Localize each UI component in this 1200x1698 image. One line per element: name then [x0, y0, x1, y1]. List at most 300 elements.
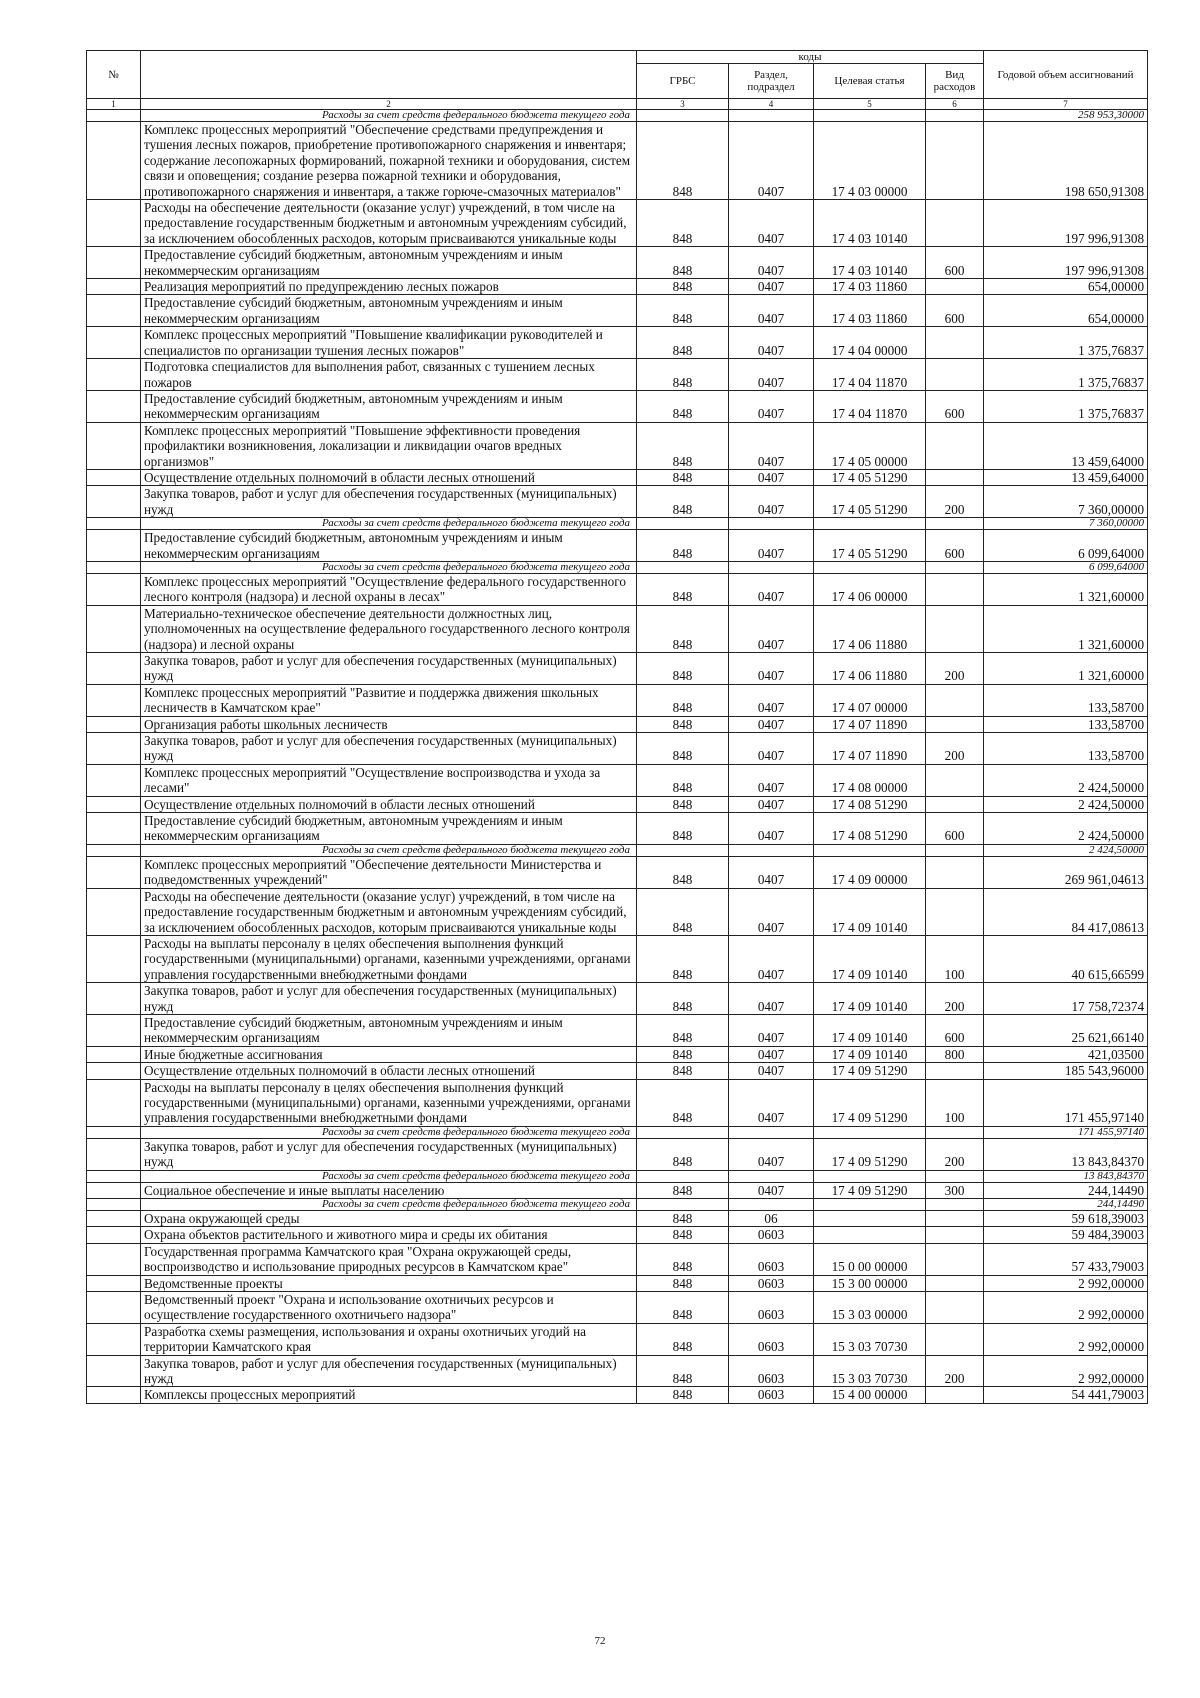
no-cell [87, 1292, 141, 1324]
amount-cell: 244,14490 [984, 1199, 1148, 1211]
table-row [87, 935, 1148, 982]
row-name: Расходы за счет средств федерального бюджета текущего года [141, 1126, 637, 1138]
federal-funds-row [87, 1170, 1148, 1182]
expense-type-cell [926, 764, 984, 796]
table-row [87, 422, 1148, 469]
expense-type-cell [926, 518, 984, 530]
expense-type-cell: 200 [926, 1355, 984, 1387]
section-cell: 0407 [729, 764, 814, 796]
grbs-cell [637, 110, 729, 122]
no-cell [87, 844, 141, 856]
section-cell: 0407 [729, 605, 814, 652]
table-row [87, 983, 1148, 1015]
amount-cell: 654,00000 [984, 279, 1148, 295]
no-cell [87, 1138, 141, 1170]
amount-cell: 54 441,79003 [984, 1387, 1148, 1403]
table-row [87, 295, 1148, 327]
table-row [87, 1292, 1148, 1324]
row-name: Комплекс процессных мероприятий "Осуществление федерального государственного лесного контроля (надзора) и лесной охраны в лесах" [141, 573, 637, 605]
expense-type-cell [926, 122, 984, 200]
row-name: Предоставление субсидий бюджетным, автономным учреждениям и иным некоммерческим организациям [141, 295, 637, 327]
no-cell [87, 359, 141, 391]
table-row [87, 1211, 1148, 1227]
target-cell: 15 3 03 70730 [814, 1355, 926, 1387]
row-name: Материально-техническое обеспечение деятельности должностных лиц, уполномоченных на осуществление федерального государственного лесного контроля (надзора) и лесной охраны [141, 605, 637, 652]
amount-cell: 1 321,60000 [984, 573, 1148, 605]
expense-type-cell [926, 1063, 984, 1079]
no-cell [87, 888, 141, 935]
section-cell [729, 1170, 814, 1182]
header-name [141, 51, 637, 99]
federal-funds-row [87, 1126, 1148, 1138]
amount-cell: 185 543,96000 [984, 1063, 1148, 1079]
amount-cell: 2 992,00000 [984, 1292, 1148, 1324]
target-cell: 17 4 03 11860 [814, 295, 926, 327]
expense-type-cell [926, 200, 984, 247]
expense-type-cell [926, 469, 984, 485]
amount-cell: 6 099,64000 [984, 561, 1148, 573]
row-name: Комплекс процессных мероприятий "Обеспечение деятельности Министерства и подведомственных учреждений" [141, 856, 637, 888]
expense-type-cell [926, 573, 984, 605]
page-number: 72 [594, 1635, 606, 1647]
amount-cell: 25 621,66140 [984, 1014, 1148, 1046]
section-cell [729, 1199, 814, 1211]
column-number: 2 [141, 99, 637, 110]
amount-cell: 17 758,72374 [984, 983, 1148, 1015]
budget-table [86, 50, 1148, 1404]
section-cell: 0407 [729, 684, 814, 716]
no-cell [87, 796, 141, 812]
grbs-cell: 848 [637, 295, 729, 327]
header-codes: коды [637, 51, 984, 64]
expense-type-cell [926, 327, 984, 359]
section-cell: 0407 [729, 390, 814, 422]
amount-cell: 84 417,08613 [984, 888, 1148, 935]
no-cell [87, 247, 141, 279]
target-cell [814, 110, 926, 122]
row-name: Комплекс процессных мероприятий "Осуществление воспроизводства и ухода за лесами" [141, 764, 637, 796]
target-cell: 17 4 09 51290 [814, 1063, 926, 1079]
row-name: Расходы на обеспечение деятельности (оказание услуг) учреждений, в том числе на предоставление государственным бюджетным и автономным учреждениям субсидий, за исключением обособленных расходов, которым присваиваются уникальные коды [141, 200, 637, 247]
row-name: Закупка товаров, работ и услуг для обеспечения государственных (муниципальных) нужд [141, 733, 637, 765]
header-section: Раздел, подраздел [729, 64, 814, 99]
target-cell [814, 1199, 926, 1211]
federal-funds-row [87, 561, 1148, 573]
table-row [87, 1014, 1148, 1046]
amount-cell: 133,58700 [984, 716, 1148, 732]
section-cell: 06 [729, 1211, 814, 1227]
table-row [87, 1323, 1148, 1355]
row-name: Расходы за счет средств федерального бюджета текущего года [141, 518, 637, 530]
expense-type-cell: 600 [926, 1014, 984, 1046]
amount-cell: 7 360,00000 [984, 518, 1148, 530]
federal-funds-row [87, 844, 1148, 856]
no-cell [87, 530, 141, 562]
table-row [87, 359, 1148, 391]
column-number: 3 [637, 99, 729, 110]
amount-cell: 133,58700 [984, 684, 1148, 716]
grbs-cell: 848 [637, 573, 729, 605]
row-name: Комплекс процессных мероприятий "Повышение квалификации руководителей и специалистов по организации тушения лесных пожаров" [141, 327, 637, 359]
expense-type-cell: 200 [926, 983, 984, 1015]
row-name: Комплексы процессных мероприятий [141, 1387, 637, 1403]
section-cell: 0407 [729, 1182, 814, 1198]
grbs-cell: 848 [637, 1211, 729, 1227]
column-number: 6 [926, 99, 984, 110]
table-row [87, 573, 1148, 605]
target-cell: 17 4 04 11870 [814, 390, 926, 422]
expense-type-cell: 800 [926, 1046, 984, 1062]
grbs-cell: 848 [637, 1182, 729, 1198]
target-cell: 15 3 03 70730 [814, 1323, 926, 1355]
target-cell: 15 0 00 00000 [814, 1243, 926, 1275]
target-cell: 17 4 09 10140 [814, 888, 926, 935]
target-cell: 17 4 09 10140 [814, 1014, 926, 1046]
row-name: Расходы за счет средств федерального бюджета текущего года [141, 1199, 637, 1211]
table-row [87, 1182, 1148, 1198]
no-cell [87, 764, 141, 796]
grbs-cell: 848 [637, 1138, 729, 1170]
section-cell [729, 110, 814, 122]
row-name: Комплекс процессных мероприятий "Обеспечение средствами предупреждения и тушения лесных пожаров, приобретение противопожарного снаряжения и инвентаря; содержание лесопожарных формирований, пожарной техники и оборудования, систем связи и оповещения; создание резерва пожарной техники и оборудования, противопожарного снаряжения и инвентаря, а также горюче-смазочных материалов" [141, 122, 637, 200]
grbs-cell: 848 [637, 1355, 729, 1387]
amount-cell: 1 375,76837 [984, 390, 1148, 422]
section-cell: 0603 [729, 1387, 814, 1403]
expense-type-cell [926, 684, 984, 716]
section-cell: 0407 [729, 983, 814, 1015]
expense-type-cell [926, 796, 984, 812]
table-row [87, 764, 1148, 796]
target-cell [814, 1211, 926, 1227]
target-cell: 15 4 00 00000 [814, 1387, 926, 1403]
target-cell [814, 844, 926, 856]
target-cell: 17 4 04 11870 [814, 359, 926, 391]
row-name: Предоставление субсидий бюджетным, автономным учреждениям и иным некоммерческим организациям [141, 390, 637, 422]
no-cell [87, 279, 141, 295]
grbs-cell: 848 [637, 200, 729, 247]
amount-cell: 197 996,91308 [984, 200, 1148, 247]
row-name: Комплекс процессных мероприятий "Развитие и поддержка движения школьных лесничеств в Камчатском крае" [141, 684, 637, 716]
no-cell [87, 561, 141, 573]
no-cell [87, 327, 141, 359]
amount-cell: 57 433,79003 [984, 1243, 1148, 1275]
expense-type-cell [926, 716, 984, 732]
row-name: Расходы за счет средств федерального бюджета текущего года [141, 110, 637, 122]
row-name: Государственная программа Камчатского края "Охрана окружающей среды, воспроизводство и использование природных ресурсов в Камчатском крае" [141, 1243, 637, 1275]
section-cell: 0407 [729, 247, 814, 279]
amount-cell: 59 484,39003 [984, 1227, 1148, 1243]
header-grbs: ГРБС [637, 64, 729, 99]
grbs-cell [637, 1199, 729, 1211]
no-cell [87, 1182, 141, 1198]
target-cell: 17 4 09 10140 [814, 983, 926, 1015]
section-cell: 0603 [729, 1227, 814, 1243]
grbs-cell: 848 [637, 605, 729, 652]
no-cell [87, 1211, 141, 1227]
amount-cell: 198 650,91308 [984, 122, 1148, 200]
no-cell [87, 1126, 141, 1138]
row-name: Иные бюджетные ассигнования [141, 1046, 637, 1062]
no-cell [87, 295, 141, 327]
no-cell [87, 1079, 141, 1126]
row-name: Расходы за счет средств федерального бюджета текущего года [141, 561, 637, 573]
table-row [87, 122, 1148, 200]
section-cell: 0407 [729, 856, 814, 888]
expense-type-cell: 100 [926, 935, 984, 982]
expense-type-cell [926, 1126, 984, 1138]
expense-type-cell [926, 1275, 984, 1291]
section-cell: 0407 [729, 888, 814, 935]
row-name: Ведомственный проект "Охрана и использование охотничьих ресурсов и осуществление государственного охотничьего надзора" [141, 1292, 637, 1324]
amount-cell: 13 843,84370 [984, 1138, 1148, 1170]
expense-type-cell [926, 605, 984, 652]
column-number: 4 [729, 99, 814, 110]
grbs-cell: 848 [637, 1387, 729, 1403]
section-cell: 0407 [729, 733, 814, 765]
row-name: Осуществление отдельных полномочий в области лесных отношений [141, 796, 637, 812]
target-cell: 17 4 05 00000 [814, 422, 926, 469]
row-name: Расходы на обеспечение деятельности (оказание услуг) учреждений, в том числе на предоставление государственным бюджетным и автономным учреждениям субсидий, за исключением обособленных расходов, которым присваиваются уникальные коды [141, 888, 637, 935]
grbs-cell: 848 [637, 935, 729, 982]
target-cell: 17 4 09 10140 [814, 935, 926, 982]
amount-cell: 13 459,64000 [984, 422, 1148, 469]
expense-type-cell: 100 [926, 1079, 984, 1126]
section-cell: 0407 [729, 1063, 814, 1079]
no-cell [87, 1323, 141, 1355]
target-cell: 17 4 08 51290 [814, 813, 926, 845]
target-cell: 17 4 07 11890 [814, 716, 926, 732]
row-name: Осуществление отдельных полномочий в области лесных отношений [141, 469, 637, 485]
grbs-cell: 848 [637, 1046, 729, 1062]
grbs-cell: 848 [637, 247, 729, 279]
section-cell: 0407 [729, 1079, 814, 1126]
amount-cell: 2 424,50000 [984, 796, 1148, 812]
no-cell [87, 1243, 141, 1275]
grbs-cell [637, 1126, 729, 1138]
section-cell: 0407 [729, 422, 814, 469]
section-cell [729, 844, 814, 856]
table-row [87, 1355, 1148, 1387]
amount-cell: 2 992,00000 [984, 1275, 1148, 1291]
no-cell [87, 122, 141, 200]
target-cell: 15 3 00 00000 [814, 1275, 926, 1291]
expense-type-cell [926, 1199, 984, 1211]
amount-cell: 1 321,60000 [984, 605, 1148, 652]
table-row [87, 605, 1148, 652]
grbs-cell [637, 561, 729, 573]
row-name: Реализация мероприятий по предупреждению лесных пожаров [141, 279, 637, 295]
expense-type-cell [926, 888, 984, 935]
grbs-cell: 848 [637, 983, 729, 1015]
table-row [87, 888, 1148, 935]
grbs-cell: 848 [637, 733, 729, 765]
section-cell: 0407 [729, 813, 814, 845]
amount-cell: 2 424,50000 [984, 764, 1148, 796]
expense-type-cell [926, 844, 984, 856]
amount-cell: 421,03500 [984, 1046, 1148, 1062]
row-name: Ведомственные проекты [141, 1275, 637, 1291]
section-cell: 0603 [729, 1292, 814, 1324]
amount-cell: 2 424,50000 [984, 813, 1148, 845]
no-cell [87, 1170, 141, 1182]
amount-cell: 13 459,64000 [984, 469, 1148, 485]
table-row [87, 279, 1148, 295]
table-row [87, 684, 1148, 716]
grbs-cell: 848 [637, 327, 729, 359]
table-row [87, 1387, 1148, 1403]
no-cell [87, 518, 141, 530]
grbs-cell: 848 [637, 122, 729, 200]
amount-cell: 2 992,00000 [984, 1323, 1148, 1355]
target-cell: 17 4 06 11880 [814, 605, 926, 652]
target-cell [814, 561, 926, 573]
no-cell [87, 684, 141, 716]
table-row [87, 653, 1148, 685]
row-name: Комплекс процессных мероприятий "Повышение эффективности проведения профилактики возникновения, локализации и ликвидации очагов вредных организмов" [141, 422, 637, 469]
section-cell: 0603 [729, 1275, 814, 1291]
expense-type-cell [926, 1323, 984, 1355]
table-row [87, 716, 1148, 732]
target-cell: 17 4 03 10140 [814, 247, 926, 279]
target-cell: 17 4 09 51290 [814, 1182, 926, 1198]
grbs-cell: 848 [637, 1063, 729, 1079]
row-name: Предоставление субсидий бюджетным, автономным учреждениям и иным некоммерческим организациям [141, 247, 637, 279]
table-row [87, 1063, 1148, 1079]
row-name: Организация работы школьных лесничеств [141, 716, 637, 732]
no-cell [87, 605, 141, 652]
header-amount: Годовой объем ассигнований [984, 51, 1148, 99]
grbs-cell [637, 1170, 729, 1182]
grbs-cell: 848 [637, 716, 729, 732]
row-name: Осуществление отдельных полномочий в области лесных отношений [141, 1063, 637, 1079]
header-target: Целевая статья [814, 64, 926, 99]
no-cell [87, 983, 141, 1015]
grbs-cell: 848 [637, 1227, 729, 1243]
federal-funds-row [87, 110, 1148, 122]
amount-cell: 258 953,30000 [984, 110, 1148, 122]
target-cell: 17 4 09 10140 [814, 1046, 926, 1062]
section-cell: 0407 [729, 486, 814, 518]
no-cell [87, 1199, 141, 1211]
expense-type-cell [926, 856, 984, 888]
no-cell [87, 1387, 141, 1403]
federal-funds-row [87, 1199, 1148, 1211]
target-cell: 17 4 07 11890 [814, 733, 926, 765]
table-row [87, 327, 1148, 359]
row-name: Подготовка специалистов для выполнения работ, связанных с тушением лесных пожаров [141, 359, 637, 391]
expense-type-cell: 200 [926, 486, 984, 518]
no-cell [87, 1227, 141, 1243]
no-cell [87, 716, 141, 732]
target-cell: 17 4 09 51290 [814, 1138, 926, 1170]
table-row [87, 733, 1148, 765]
expense-type-cell [926, 1243, 984, 1275]
amount-cell: 59 618,39003 [984, 1211, 1148, 1227]
grbs-cell: 848 [637, 764, 729, 796]
grbs-cell [637, 844, 729, 856]
expense-type-cell [926, 279, 984, 295]
table-row [87, 1079, 1148, 1126]
table-body [87, 110, 1148, 1404]
section-cell: 0407 [729, 796, 814, 812]
amount-cell: 171 455,97140 [984, 1079, 1148, 1126]
target-cell: 17 4 05 51290 [814, 469, 926, 485]
section-cell: 0407 [729, 200, 814, 247]
grbs-cell: 848 [637, 1275, 729, 1291]
section-cell: 0407 [729, 1046, 814, 1062]
amount-cell: 7 360,00000 [984, 486, 1148, 518]
amount-cell: 654,00000 [984, 295, 1148, 327]
row-name: Закупка товаров, работ и услуг для обеспечения государственных (муниципальных) нужд [141, 486, 637, 518]
table-row [87, 813, 1148, 845]
row-name: Предоставление субсидий бюджетным, автономным учреждениям и иным некоммерческим организациям [141, 1014, 637, 1046]
expense-type-cell [926, 561, 984, 573]
column-number: 1 [87, 99, 141, 110]
grbs-cell: 848 [637, 1323, 729, 1355]
budget-table-sheet [86, 50, 1147, 1404]
target-cell: 15 3 03 00000 [814, 1292, 926, 1324]
row-name: Расходы на выплаты персоналу в целях обеспечения выполнения функций государственными (муниципальными) органами, казенными учреждениями, органами управления государственными внебюджетными фондами [141, 1079, 637, 1126]
column-number: 7 [984, 99, 1148, 110]
amount-cell: 2 992,00000 [984, 1355, 1148, 1387]
no-cell [87, 856, 141, 888]
target-cell: 17 4 06 00000 [814, 573, 926, 605]
expense-type-cell: 600 [926, 247, 984, 279]
section-cell: 0407 [729, 1014, 814, 1046]
target-cell: 17 4 06 11880 [814, 653, 926, 685]
grbs-cell: 848 [637, 1292, 729, 1324]
grbs-cell: 848 [637, 1243, 729, 1275]
no-cell [87, 390, 141, 422]
table-row [87, 796, 1148, 812]
amount-cell: 197 996,91308 [984, 247, 1148, 279]
row-name: Расходы за счет средств федерального бюджета текущего года [141, 844, 637, 856]
header-expense-type: Вид расходов [926, 64, 984, 99]
federal-funds-row [87, 518, 1148, 530]
row-name: Расходы за счет средств федерального бюджета текущего года [141, 1170, 637, 1182]
section-cell: 0407 [729, 359, 814, 391]
grbs-cell: 848 [637, 796, 729, 812]
no-cell [87, 110, 141, 122]
expense-type-cell: 200 [926, 1138, 984, 1170]
amount-cell: 6 099,64000 [984, 530, 1148, 562]
section-cell: 0407 [729, 295, 814, 327]
row-name: Социальное обеспечение и иные выплаты населению [141, 1182, 637, 1198]
grbs-cell: 848 [637, 856, 729, 888]
amount-cell: 269 961,04613 [984, 856, 1148, 888]
table-row [87, 247, 1148, 279]
section-cell: 0407 [729, 327, 814, 359]
expense-type-cell [926, 1170, 984, 1182]
grbs-cell: 848 [637, 813, 729, 845]
row-name: Разработка схемы размещения, использования и охраны охотничьих угодий на территории Камчатского края [141, 1323, 637, 1355]
table-row [87, 1243, 1148, 1275]
table-row [87, 1275, 1148, 1291]
row-name: Закупка товаров, работ и услуг для обеспечения государственных (муниципальных) нужд [141, 1138, 637, 1170]
header-no: № [87, 51, 141, 99]
grbs-cell: 848 [637, 684, 729, 716]
row-name: Охрана окружающей среды [141, 1211, 637, 1227]
target-cell [814, 1126, 926, 1138]
section-cell: 0603 [729, 1355, 814, 1387]
expense-type-cell: 600 [926, 813, 984, 845]
grbs-cell: 848 [637, 469, 729, 485]
amount-cell: 1 375,76837 [984, 327, 1148, 359]
no-cell [87, 469, 141, 485]
no-cell [87, 1014, 141, 1046]
expense-type-cell: 200 [926, 653, 984, 685]
target-cell: 17 4 07 00000 [814, 684, 926, 716]
